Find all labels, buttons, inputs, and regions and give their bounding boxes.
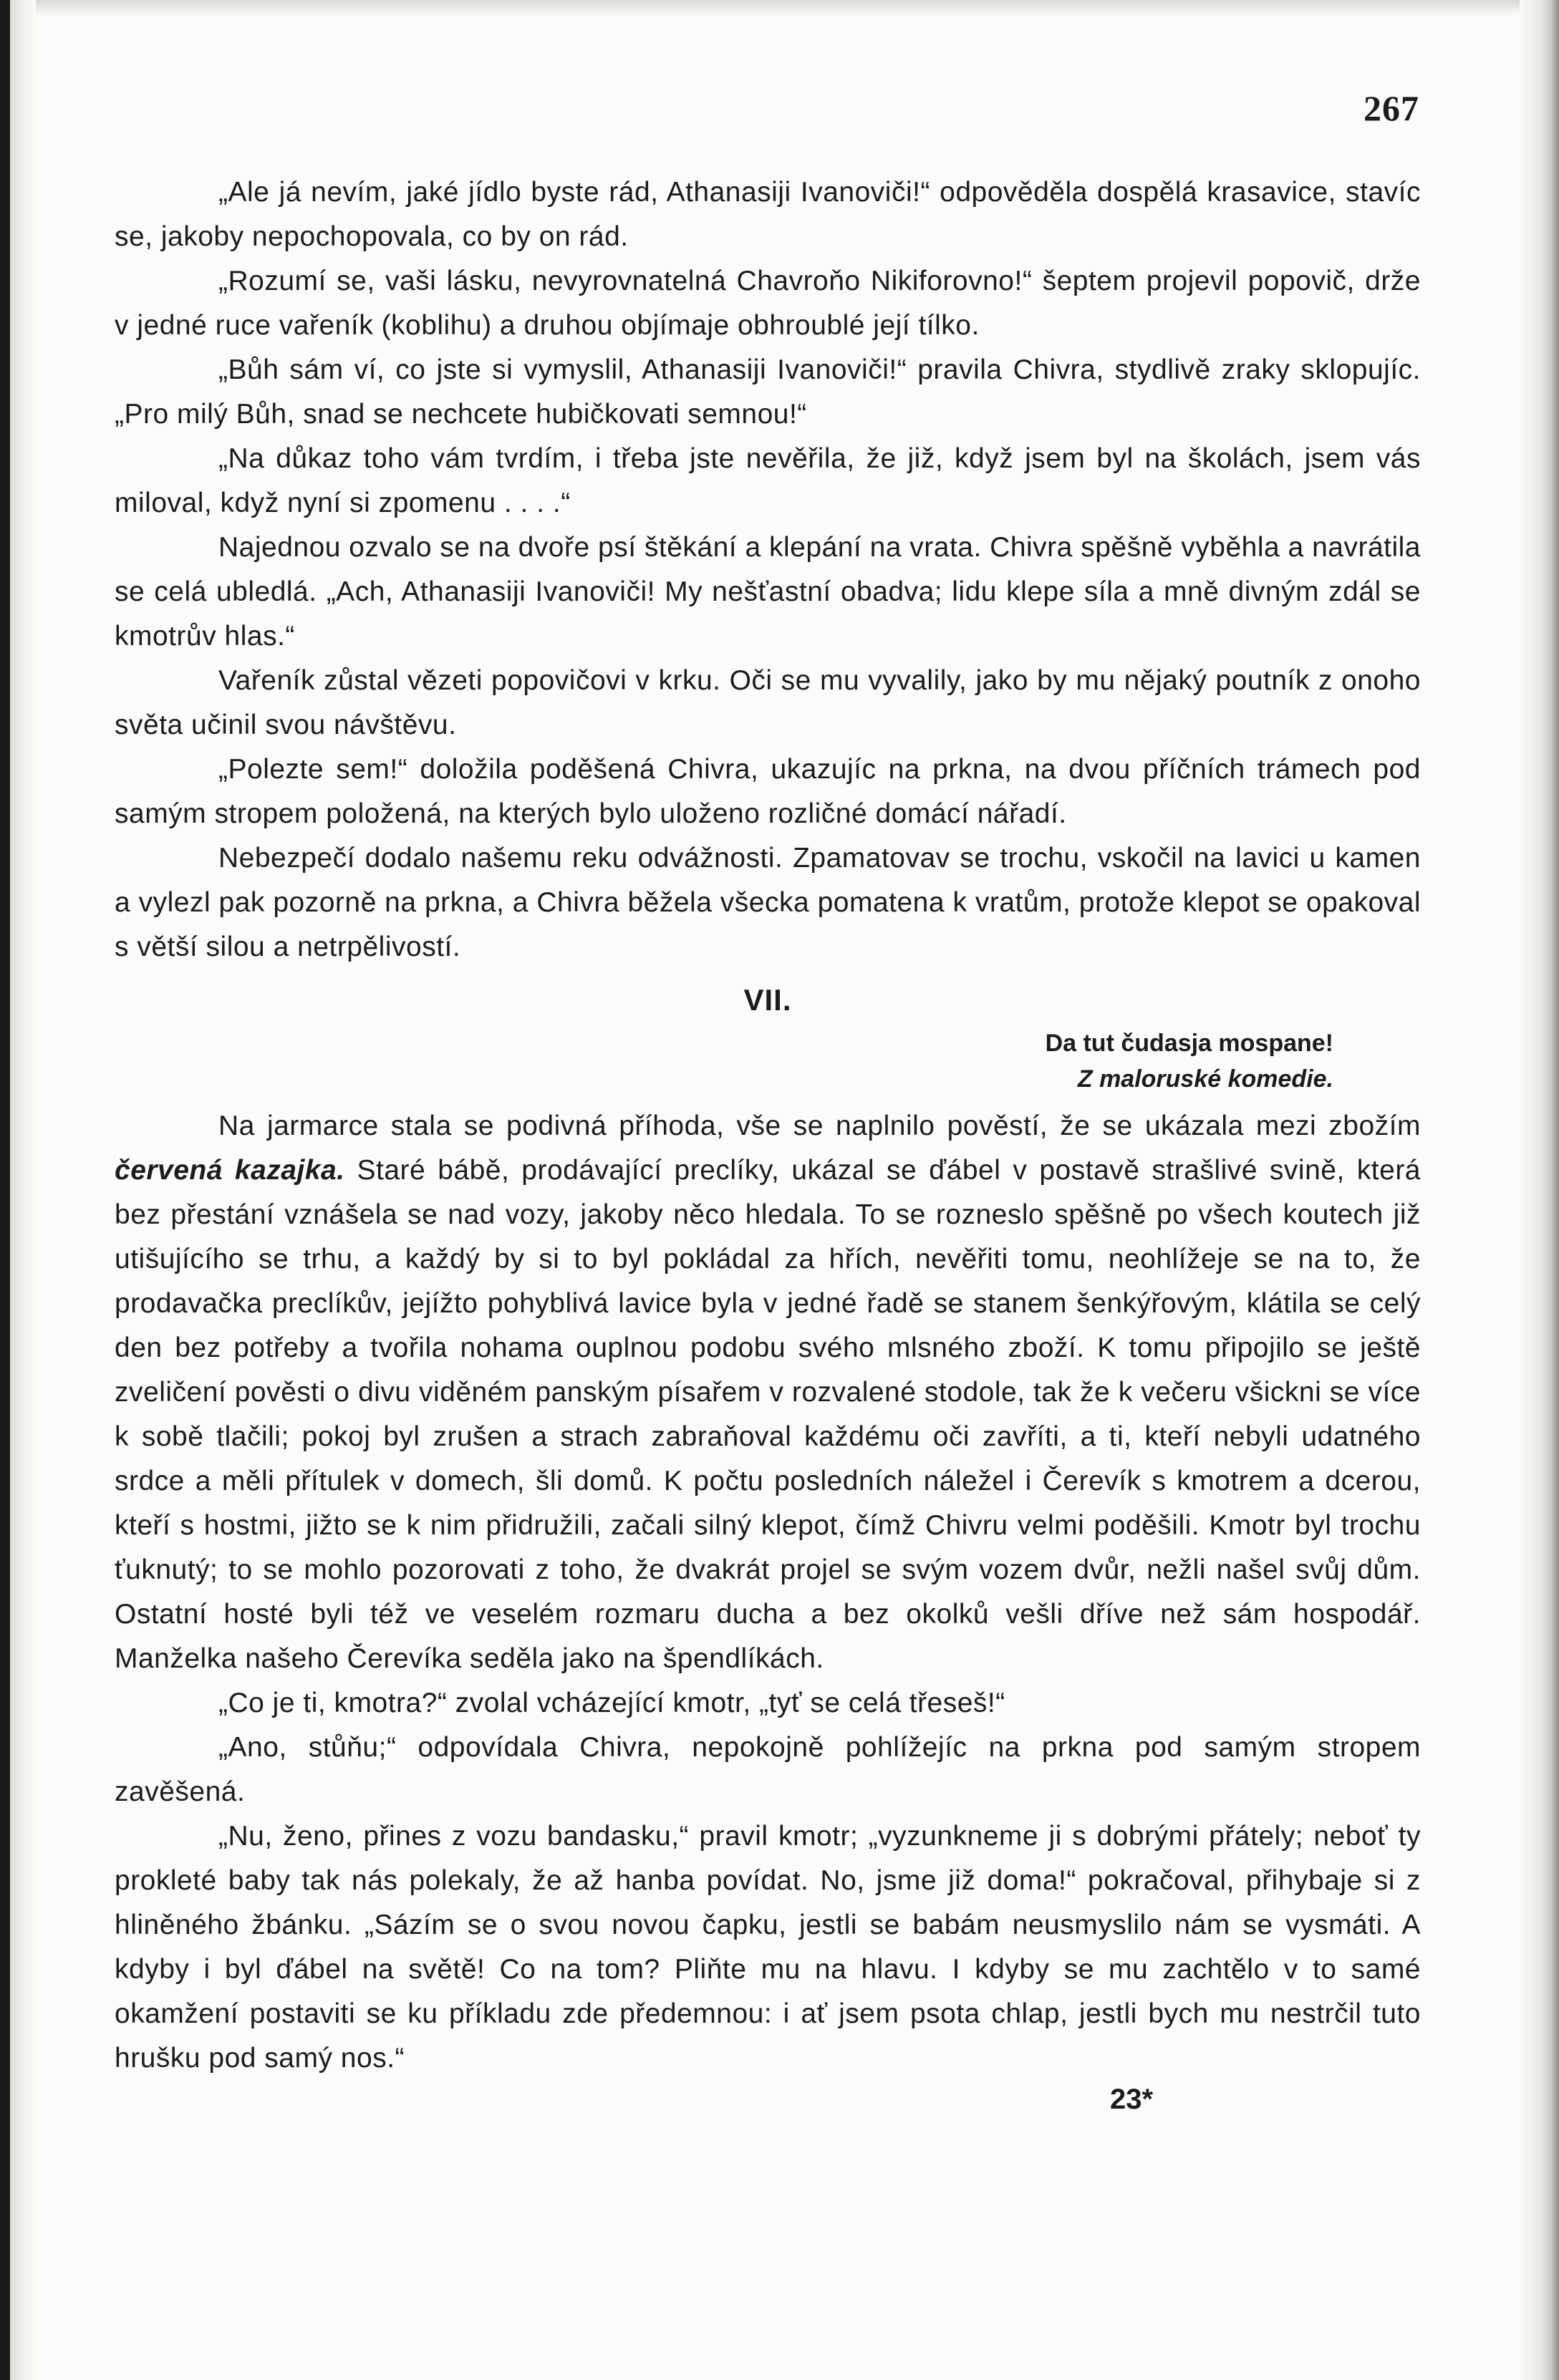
motto-text: Da tut čudasja mospane! <box>1045 1030 1333 1057</box>
paragraph-1: „Ale já nevím, jaké jídlo byste rád, Athanasiji Ivanoviči!“ odpověděla dospělá krasavice, stavíc se, jakoby nepochopovala, co by on rád. <box>115 177 1421 252</box>
paragraph-2: „Rozumí se, vaši lásku, nevyrovnatelná Chavroňo Nikiforovno!“ šeptem projevil popovič, drže v jedné ruce vařeník (koblihu) a druhou objímaje obhroublé její tílko. <box>115 266 1421 341</box>
paragraph-8: Nebezpečí dodalo našemu reku odvážnosti. Zpamatovav se trochu, vskočil na lavici u kamen a vylezl pak pozorně na prkna, a Chivra běžela všecka pomatena k vratům, protože klepot se opakoval s větší silou a netrpělivostí. <box>115 843 1421 962</box>
page-body <box>115 170 1421 2119</box>
paragraph-7: „Polezte sem!“ doložila poděšená Chivra, ukazujíc na prkna, na dvou příčních trámech pod samým stropem položená, na kterých bylo uloženo rozličné domácí nářadí. <box>115 754 1421 829</box>
motto-source: Z maloruské komedie. <box>1077 1065 1333 1093</box>
paragraph-11: „Ano, stůňu;“ odpovídala Chivra, nepokojně pohlížejíc na prkna pod samým stropem zavěšená. <box>115 1732 1421 1807</box>
chapter-motto <box>904 1025 1333 1097</box>
paragraph-6: Vařeník zůstal vězeti popovičovi v krku. Oči se mu vyvalily, jako by mu nějaký poutník z onoho světa učinil svou návštěvu. <box>115 665 1421 740</box>
paragraph-3: „Bůh sám ví, co jste si vymyslil, Athanasiji Ivanoviči!“ pravila Chivra, stydlivě zraky sklopujíc. „Pro milý Bůh, snad se nechcete hubičkovati semnou!“ <box>115 354 1421 430</box>
page-right-edge <box>1520 0 1559 2380</box>
paragraph-4: „Na důkaz toho vám tvrdím, i třeba jste nevěřila, že již, když jsem byl na školách, jsem vás miloval, když nyní si zpomenu . . . .“ <box>115 443 1421 518</box>
printer-signature-mark: 23* <box>1110 2084 1154 2115</box>
paragraph-jarmark <box>115 1104 1421 1681</box>
page-top-edge <box>0 0 1559 16</box>
chapter-heading: VII. <box>743 983 792 1017</box>
emphasis-cervena-kazajka: červená kazajka. <box>115 1155 345 1186</box>
paragraph-jarmark-rest: Staré bábě, prodávající preclíky, ukázal se ďábel v postavě strašlivé svině, která bez přestání vznášela se nad vozy, jakoby něco hledala. To se rozneslo spěšně po všech koutech již utišujícího se trhu, a každý by si to byl pokládal za hřích, nevěřiti tomu, neohlížeje se na to, že prodavačka preclíkův, jejížto pohyblivá lavice byla v jedné řadě se stanem šenkýřovým, klátila se celý den bez potřeby a tvořila nohama ouplnou podobu svého mlsného zboží. K tomu připojilo se ještě zveličení pověsti o divu viděném panským písařem v rozvalené stodole, tak že k večeru všickni se více k sobě tlačili; pokoj byl zrušen a strach zabraňoval každému oči zavříti, a ti, kteří nebyli udatného srdce a měli přítulek v domech, šli domů. K počtu posledních náležel i Čerevík s kmotrem a dcerou, kteří s hostmi, jižto se k nim přidružili, začali silný klepot, čímž Chivru velmi poděšili. Kmotr byl trochu ťuknutý; to se mohlo pozorovati z toho, že dvakrát projel se svým vozem dvůr, nežli našel svůj dům. Ostatní hosté byli též ve veselém rozmaru ducha a bez okolků vešli dříve než sám hospodář. Manželka našeho Čerevíka seděla jako na špendlíkách. <box>115 1155 1421 1674</box>
paragraph-12: „Nu, ženo, přines z vozu bandasku,“ pravil kmotr; „vyzunkneme ji s dobrými přátely; neboť ty prokleté baby tak nás polekaly, že až hanba povídat. No, jsme již doma!“ pokračoval, přihybaje si z hliněného žbánku. „Sázím se o svou novou čapku, jestli se babám neusmyslilo nám se vysmáti. A kdyby i byl ďábel na světě! Co na tom? Pliňte mu na hlavu. I kdyby se mu zachtělo v to samé okamžení postaviti se ku příkladu zde předemnou: i ať jsem psota chlap, jestli bych mu nestrčil tuto hrušku pod samý nos.“ <box>115 1821 1421 2074</box>
paragraph-10: „Co je ti, kmotra?“ zvolal vcházející kmotr, „tyť se celá třeseš!“ <box>218 1688 1005 1718</box>
page-left-binding-edge <box>0 0 36 2380</box>
paragraph-5: Najednou ozvalo se na dvoře psí štěkání a klepání na vrata. Chivra spěšně vyběhla a navrátila se celá ubledlá. „Ach, Athanasiji Ivanoviči! My nešťastní obadva; lidu klepe síla a mně divným zdál se kmotrův hlas.“ <box>115 532 1421 652</box>
paragraph-jarmark-start: Na jarmarce stala se podivná příhoda, vše se naplnilo pověstí, že se ukázala mezi zbožím <box>218 1111 1421 1141</box>
page-number: 267 <box>1363 88 1419 128</box>
